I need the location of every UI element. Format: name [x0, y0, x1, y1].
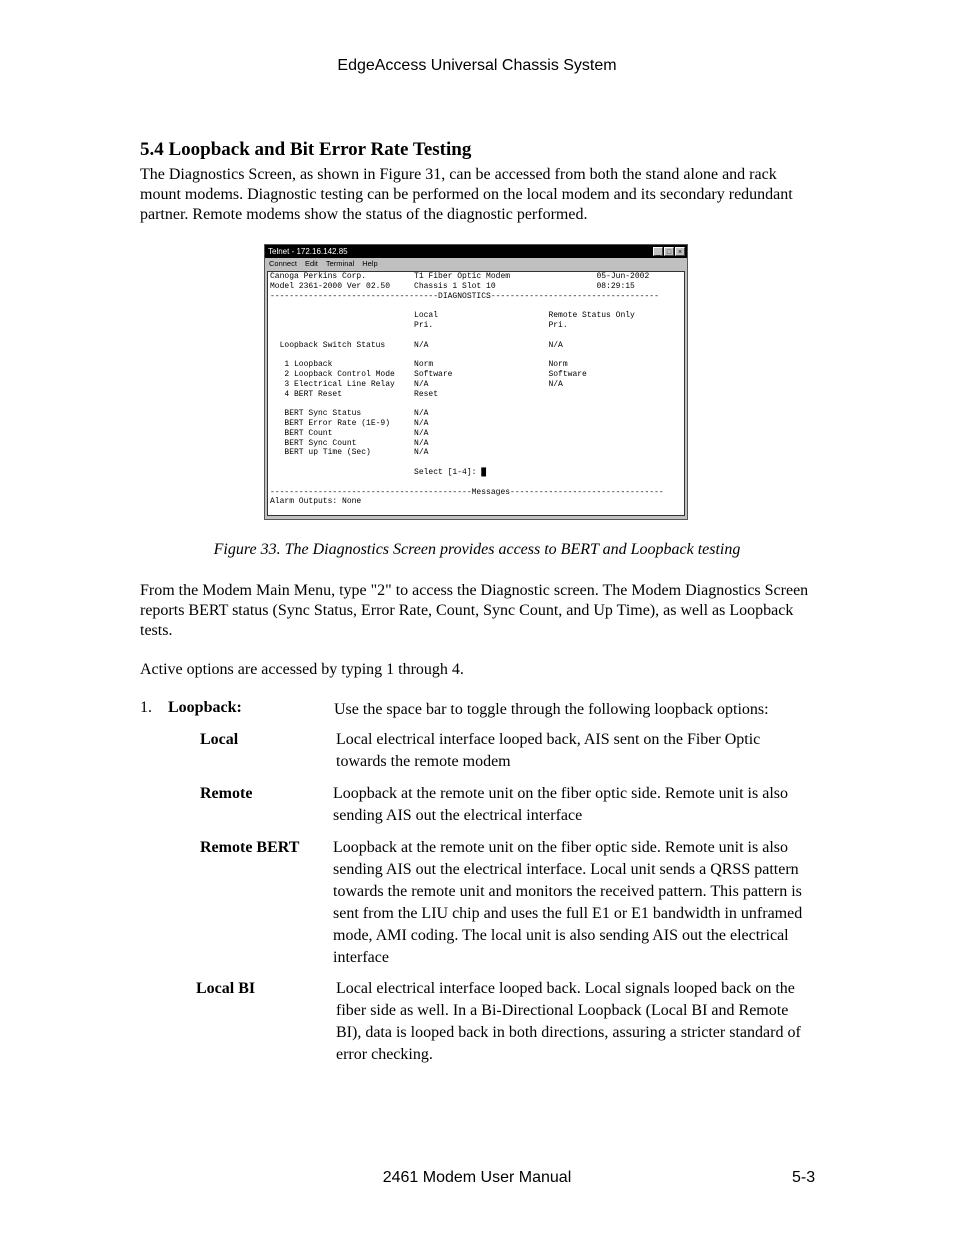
terminal-line: 1 Loopback Norm Norm	[284, 360, 568, 370]
terminal-line: Pri. Pri.	[414, 320, 568, 330]
page-header: EdgeAccess Universal Chassis System	[337, 57, 617, 74]
terminal-line: BERT Count N/A	[284, 428, 429, 438]
terminal-line: Local Remote Status Only	[414, 311, 635, 321]
terminal-line: BERT Error Rate (1E-9) N/A	[284, 418, 429, 428]
menu-connect: Connect	[269, 259, 297, 268]
terminal-screen	[267, 271, 685, 516]
terminal-line: 4 BERT Reset Reset	[284, 389, 439, 399]
footer-title: 2461 Modem User Manual	[382, 1169, 572, 1186]
maximize-icon: □	[664, 247, 674, 256]
option-desc-remote-bert: Loopback at the remote unit on the fiber optic side. Remote unit is also sending AIS out the electrical interface. Local unit sends a QRSS pattern towards the remote unit and monitors the received pattern. This pattern is sent from the LIU chip and uses the full E1 or E1 bandwidth in unframed mode, AMI coding. The local unit is also sending AIS out the electrical interface	[333, 839, 803, 966]
telnet-title: Telnet - 172.16.142.85	[268, 247, 348, 256]
close-icon: ×	[675, 247, 685, 256]
telnet-menubar	[265, 258, 687, 270]
menu-terminal: Terminal	[325, 259, 355, 268]
telnet-window-figure	[264, 244, 688, 520]
option-term-local: Local	[200, 731, 239, 748]
option-term-remote-bert: Remote BERT	[200, 839, 300, 856]
option-desc-local-bi: Local electrical interface looped back. Local signals looped back on the fiber side as well. In a Bi-Directional Loopback (Local BI and Remote BI), data is looped back in both directions, assuring a stricter standard of error checking.	[336, 980, 801, 1063]
terminal-line: Model 2361-2000 Ver 02.50 Chassis 1 Slot 10 08:29:15	[270, 281, 635, 291]
terminal-line: BERT Sync Status N/A	[284, 409, 429, 419]
section-heading: 5.4 Loopback and Bit Error Rate Testing	[140, 139, 472, 160]
page-number: 5-3	[792, 1169, 816, 1186]
terminal-line: BERT Sync Count N/A	[284, 438, 429, 448]
terminal-line: -----------------------------------DIAGNOSTICS-----------------------------------	[270, 291, 659, 301]
terminal-line: 3 Electrical Line Relay N/A N/A	[284, 379, 563, 389]
terminal-text	[270, 272, 664, 507]
terminal-line: Select [1-4]: █	[414, 467, 487, 477]
menu-help: Help	[362, 259, 378, 268]
figure-caption: Figure 33. The Diagnostics Screen provides access to BERT and Loopback testing	[213, 541, 741, 558]
list-term-loopback: Loopback:	[168, 699, 242, 716]
paragraph-active-options: Active options are accessed by typing 1 through 4.	[140, 661, 464, 678]
list-number: 1.	[140, 699, 152, 716]
terminal-line: 2 Loopback Control Mode Software Software	[284, 369, 587, 379]
menu-edit: Edit	[304, 259, 318, 268]
terminal-line: Loopback Switch Status N/A N/A	[279, 340, 563, 350]
terminal-line: Canoga Perkins Corp. T1 Fiber Optic Modem 05-Jun-2002	[270, 272, 650, 281]
option-term-remote: Remote	[200, 785, 253, 802]
minimize-icon: _	[653, 247, 663, 256]
intro-paragraph: The Diagnostics Screen, as shown in Figure 31, can be accessed from both the stand alone and rack mount modems. Diagnostic testing can be performed on the local modem and its secondary redundant partner. Remote modems show the status of the diagnostic performed.	[140, 166, 793, 223]
terminal-line: ------------------------------------------Messages--------------------------------	[270, 487, 664, 497]
paragraph-diagnostics: From the Modem Main Menu, type "2" to access the Diagnostic screen. The Modem Diagnostics Screen reports BERT status (Sync Status, Error Rate, Count, Sync Count, and Up Time), as well as Loopback tests.	[140, 582, 809, 639]
option-term-local-bi: Local BI	[196, 980, 256, 997]
option-desc-remote: Loopback at the remote unit on the fiber optic side. Remote unit is also sending AIS out the electrical interface	[333, 785, 788, 824]
terminal-line: BERT up Time (Sec) N/A	[284, 448, 429, 458]
list-desc-loopback: Use the space bar to toggle through the following loopback options:	[334, 701, 769, 718]
terminal-line: Alarm Outputs: None	[270, 497, 362, 507]
option-desc-local: Local electrical interface looped back, AIS sent on the Fiber Optic towards the remote modem	[336, 731, 761, 770]
telnet-titlebar	[265, 245, 687, 258]
